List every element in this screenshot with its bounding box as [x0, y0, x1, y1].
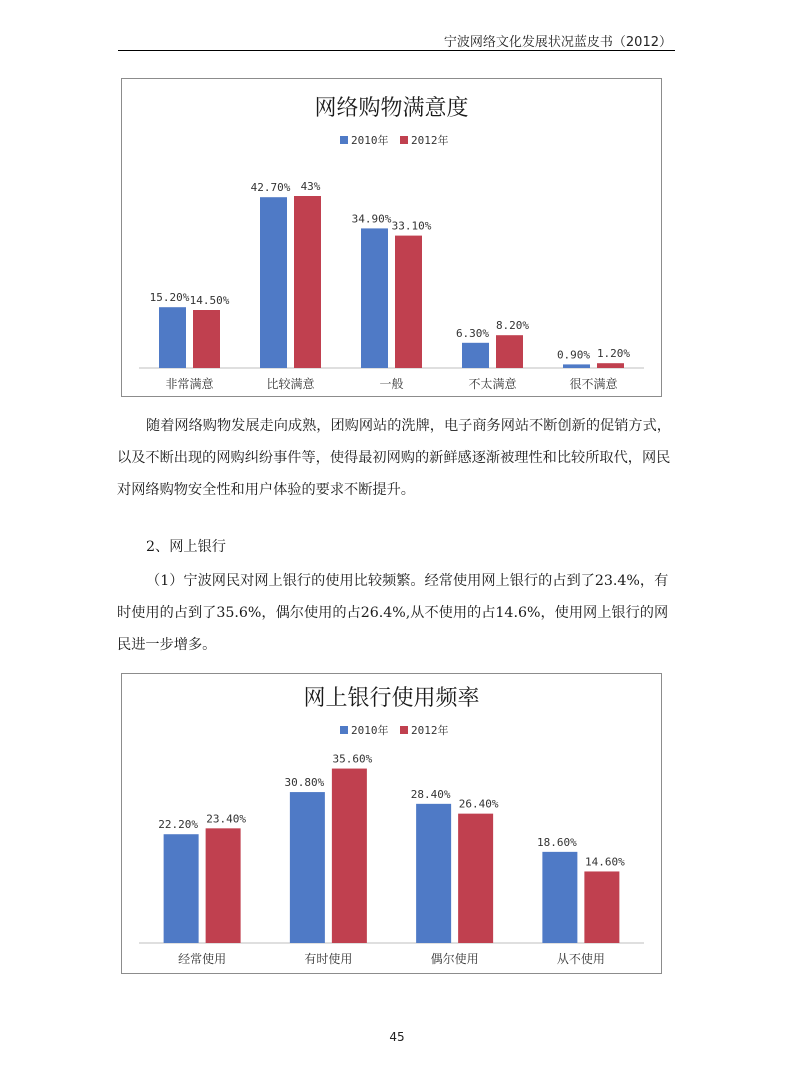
data-label-1-3: 14.60%	[585, 855, 625, 869]
data-label-1-0: 14.50%	[189, 294, 230, 307]
bar-1-0	[206, 828, 241, 943]
data-label-1-1: 35.60%	[332, 752, 373, 766]
bar-0-1	[290, 792, 325, 943]
header-rule	[118, 50, 675, 51]
bar-0-3	[462, 343, 489, 368]
bar-1-3	[496, 335, 523, 368]
data-label-0-3: 18.60%	[537, 835, 577, 849]
bar-0-0	[159, 307, 186, 368]
bar-0-4	[563, 364, 590, 368]
x-tick-label-0: 非常满意	[165, 377, 214, 391]
x-tick-label-1: 比较满意	[266, 377, 315, 391]
bar-1-0	[193, 310, 220, 368]
bar-0-2	[416, 804, 451, 943]
x-tick-label-3: 不太满意	[468, 377, 517, 391]
data-label-0-2: 34.90%	[351, 212, 392, 226]
legend-label-1: 2012年	[411, 724, 449, 737]
satisfaction-chart	[121, 78, 662, 397]
data-label-0-0: 22.20%	[158, 818, 198, 832]
x-tick-label-2: 一般	[379, 377, 404, 391]
data-label-1-2: 26.40%	[458, 797, 499, 811]
data-label-1-1: 43%	[300, 180, 321, 193]
bar-1-1	[294, 196, 321, 368]
x-tick-label-0: 经常使用	[178, 952, 227, 966]
satisfaction-chart-svg	[122, 79, 661, 396]
section-heading-online-banking: 2、网上银行	[146, 539, 226, 555]
bar-0-0	[164, 834, 199, 943]
bar-1-2	[395, 236, 422, 368]
bar-1-1	[332, 769, 367, 943]
paragraph-online-shopping: 随着网络购物发展走向成熟，团购网站的洗牌，电子商务网站不断创新的促销方式，以及不断出现的网购纠纷事件等，使得最初网购的新鲜感逐渐被理性和比较所取代，网民对网络购物安全性和用户体验的要求不断提升。	[117, 418, 671, 498]
chart-title: 网络购物满意度	[314, 96, 469, 121]
legend-swatch-1	[400, 136, 408, 144]
banking-frequency-chart-svg	[122, 674, 661, 973]
data-label-1-2: 33.10%	[391, 219, 432, 233]
data-label-1-4: 1.20%	[596, 347, 631, 361]
bar-1-4	[597, 363, 624, 368]
data-label-1-0: 23.40%	[206, 812, 246, 826]
x-tick-label-3: 从不使用	[556, 952, 605, 966]
data-label-1-3: 8.20%	[495, 319, 530, 333]
page-number: 45	[389, 1030, 405, 1044]
bar-0-3	[542, 852, 577, 943]
legend-swatch-0	[340, 136, 348, 144]
paragraph-online-banking: （1）宁波网民对网上银行的使用比较频繁。经常使用网上银行的占到了23.4%，有时使用的占到了35.6%，偶尔使用的占26.4%,从不使用的占14.6%，使用网上银行的网民进一步增多。	[117, 573, 669, 653]
data-label-0-1: 30.80%	[284, 776, 325, 790]
x-tick-label-1: 有时使用	[304, 952, 353, 966]
data-label-0-1: 42.70%	[250, 181, 291, 195]
x-tick-label-4: 很不满意	[569, 377, 618, 391]
banking-frequency-chart	[121, 673, 662, 974]
data-label-0-3: 6.30%	[455, 326, 490, 340]
bar-1-2	[458, 814, 493, 943]
bar-0-2	[361, 228, 388, 368]
legend-label-0: 2010年	[351, 724, 389, 737]
legend-label-1: 2012年	[411, 134, 449, 147]
bar-1-3	[584, 871, 619, 943]
running-header: 宁波网络文化发展状况蓝皮书（2012）	[443, 35, 672, 50]
data-label-0-0: 15.20%	[149, 291, 190, 305]
chart-title: 网上银行使用频率	[303, 686, 480, 711]
bar-0-1	[260, 197, 287, 368]
data-label-0-2: 28.40%	[410, 787, 451, 801]
data-label-0-4: 0.90%	[556, 348, 591, 362]
legend-swatch-0	[340, 726, 348, 734]
legend-label-0: 2010年	[351, 134, 389, 147]
legend-swatch-1	[400, 726, 408, 734]
x-tick-label-2: 偶尔使用	[430, 952, 479, 966]
